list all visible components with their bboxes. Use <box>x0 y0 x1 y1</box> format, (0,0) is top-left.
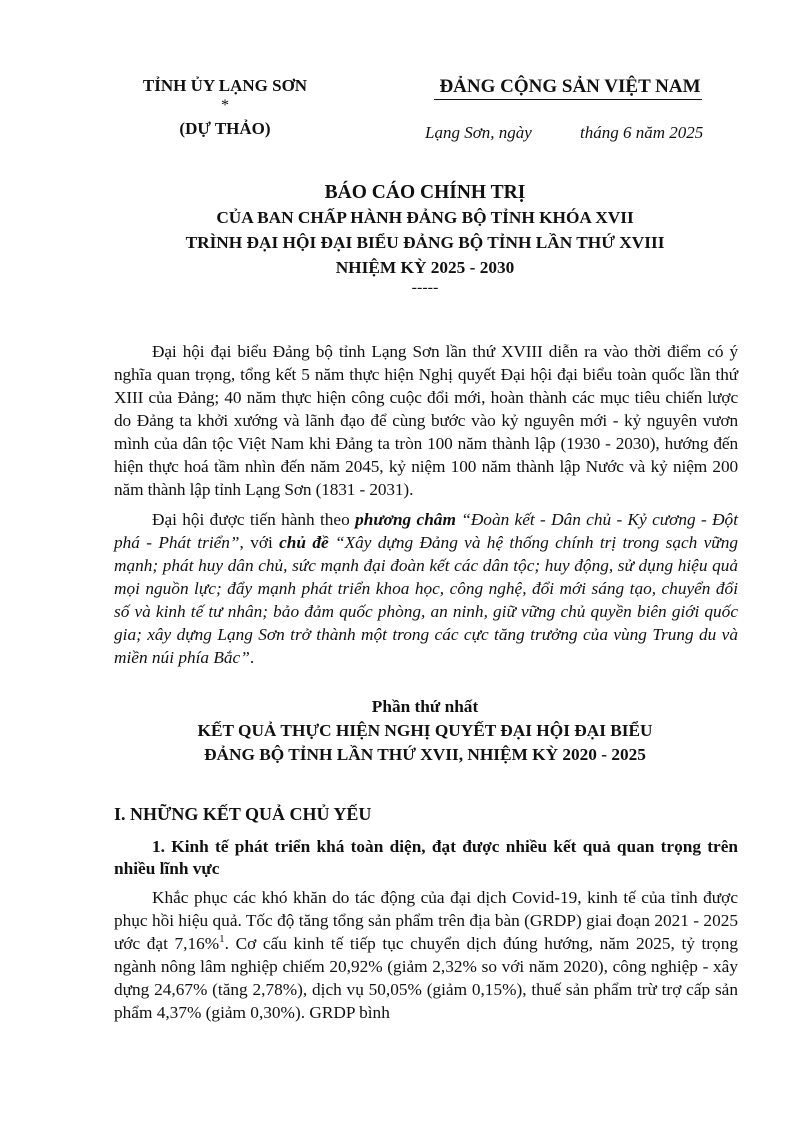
report-term: NHIỆM KỲ 2025 - 2030 <box>335 258 515 277</box>
report-title: BÁO CÁO CHÍNH TRỊ <box>324 182 526 203</box>
p2-motto-label: phương châm <box>355 510 456 529</box>
title-separator: ----- <box>411 279 439 296</box>
p2-with: , với <box>239 533 280 552</box>
section-paragraph-b: . Cơ cấu kinh tế tiếp tục chuyển dịch đúng hướng, năm 2025, tỷ trọng ngành nông lâm nghiệp chiếm 20,92% (giảm 2,32% so với năm 2020), công nghiệp - xây dựng 24,67% (tăng 2,78%), dịch vụ 50,05% (giảm 0,15%), thuế sản phẩm trừ trợ cấp sản phẩm 4,37% (giảm 0,30%). GRDP bình <box>114 934 738 1022</box>
part-title-1: KẾT QUẢ THỰC HIỆN NGHỊ QUYẾT ĐẠI HỘI ĐẠI BIỂU <box>197 721 653 740</box>
p2-lead: Đại hội được tiến hành theo <box>152 510 356 529</box>
org-name: TỈNH ỦY LẠNG SƠN <box>142 76 308 95</box>
section-paragraph <box>114 886 738 1024</box>
report-subtitle-2: TRÌNH ĐẠI HỘI ĐẠI BIỂU ĐẢNG BỘ TỈNH LẦN THỨ XVIII <box>185 233 665 252</box>
p2-end: . <box>249 648 255 667</box>
p2-theme: “Xây dựng Đảng và hệ thống chính trị trong sạch vững mạnh; phát huy dân chủ, sức mạnh đại đoàn kết các dân tộc; huy động, sử dụng hiệu quả mọi nguồn lực; đẩy mạnh phát triển khoa học, công nghệ, đổi mới sáng tạo, chuyển đổi số và kinh tế tư nhân; bảo đảm quốc phòng, an ninh, giữ vững chủ quyền biên giới quốc gia; xây dựng Lạng Sơn trở thành một trong các cực tăng trưởng của vùng Trung du và miền núi phía Bắc” <box>114 533 738 667</box>
org-star: * <box>221 97 229 114</box>
place-date-prefix: Lạng Sơn, ngày <box>425 123 532 142</box>
party-name-underline <box>434 99 702 100</box>
part-label: Phần thứ nhất <box>371 697 479 716</box>
subsection-heading: 1. Kinh tế phát triển khá toàn diện, đạt được nhiều kết quả quan trọng trên nhiều lĩnh vực <box>114 837 738 878</box>
p2-theme-label: chủ đề <box>279 533 329 552</box>
section-paragraph-a: Khắc phục các khó khăn do tác động của đại dịch Covid-19, kinh tế của tỉnh được phục hồi hiệu quả. Tốc độ tăng tổng sản phẩm trên địa bàn (GRDP) giai đoạn 2021 - 2025 ước đạt 7,16% <box>114 888 738 953</box>
party-name: ĐẢNG CỘNG SẢN VIỆT NAM <box>439 76 701 97</box>
section-heading: I. NHỮNG KẾT QUẢ CHỦ YẾU <box>114 804 372 824</box>
intro-paragraph-1: Đại hội đại biểu Đảng bộ tỉnh Lạng Sơn lần thứ XVIII diễn ra vào thời điểm có ý nghĩa quan trọng, tổng kết 5 năm thực hiện Nghị quyết Đại hội đại biểu toàn quốc lần thứ XIII của Đảng; 40 năm thực hiện công cuộc đổi mới, hoàn thành các mục tiêu chiến lược do Đảng ta khởi xướng và lãnh đạo để cùng bước vào kỷ nguyên mới - kỷ nguyên vươn mình của dân tộc Việt Nam khi Đảng ta tròn 100 năm thành lập (1930 - 2030), hướng đến hiện thực hoá tầm nhìn đến năm 2045, kỷ niệm 100 năm thành lập Nước và kỷ niệm 200 năm thành lập tỉnh Lạng Sơn (1831 - 2031). <box>114 342 738 499</box>
intro-paragraph-2 <box>114 508 738 669</box>
footnote-ref: 1 <box>219 933 225 946</box>
report-subtitle-1: CỦA BAN CHẤP HÀNH ĐẢNG BỘ TỈNH KHÓA XVII <box>216 208 634 227</box>
place-date-suffix: tháng 6 năm 2025 <box>580 123 704 142</box>
part-title-2: ĐẢNG BỘ TỈNH LẦN THỨ XVII, NHIỆM KỲ 2020 - 2025 <box>204 745 646 764</box>
draft-label: (DỰ THẢO) <box>179 119 271 138</box>
p2-motto: “Đoàn kết - Dân chủ - Kỷ cương - Đột phá - Phát triển” <box>114 510 738 552</box>
